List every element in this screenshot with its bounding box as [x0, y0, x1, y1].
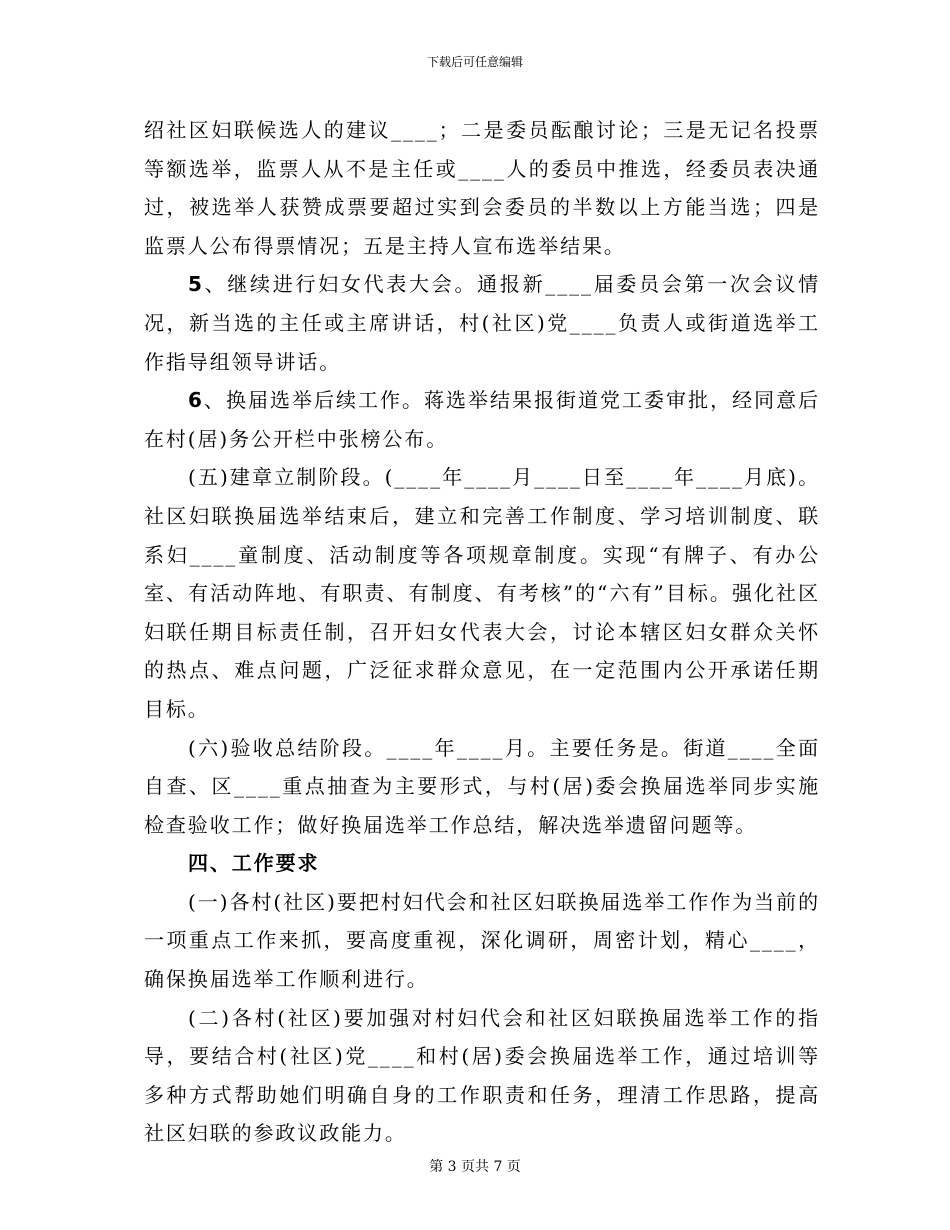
item-number: 6 — [188, 388, 204, 413]
paragraph-text: (二)各村(社区)要加强对村妇代会和社区妇联换届选举工作的指导，要结合村(社区)党____和村(居)委会换届选举工作，通过培训等多种方式帮助她们明确自身的工作职责和任务，理清工作思路，提高社区妇联的参政议政能力。 — [144, 1005, 820, 1146]
paragraph-stage-5 — [144, 458, 820, 728]
page-header: 下载后可任意编辑 — [426, 55, 523, 69]
paragraph-requirement-2 — [144, 999, 820, 1153]
page-footer: 第 3 页共 7 页 — [429, 1159, 521, 1175]
paragraph-text: 绍社区妇联候选人的建议____；二是委员酝酿讨论；三是无记名投票等额选举，监票人从不是主任或____人的委员中推选，经委员表决通过，被选举人获赞成票要超过实到会委员的半数以上方能当选；四是监票人公布得票情况；五是主持人宣布选举结果。 — [144, 118, 820, 258]
paragraph-text: (一)各村(社区)要把村妇代会和社区妇联换届选举工作作为当前的一项重点工作来抓，要高度重视，深化调研，周密计划，精心____，确保换届选举工作顺利进行。 — [144, 889, 820, 992]
paragraph-text: (六)验收总结阶段。____年____月。主要任务是。街道____全面自查、区____重点抽查为主要形式，与村(居)委会换届选举同步实施检查验收工作；做好换届选举工作总结，解决选举遗留问题等。 — [144, 735, 820, 837]
paragraph-continuation — [144, 111, 820, 265]
paragraph-stage-6 — [144, 729, 820, 845]
document-body — [144, 111, 820, 1153]
section-heading: 四、工作要求 — [188, 851, 320, 876]
paragraph-text: (五)建章立制阶段。(____年____月____日至____年____月底)。社区妇联换届选举结束后，建立和完善工作制度、学习培训制度、联系妇____童制度、活动制度等各项规章制度。实现“有牌子、有办公室、有活动阵地、有职责、有制度、有考核”的“六有”目标。强化社区妇联任期目标责任制，召开妇女代表大会，讨论本辖区妇女群众关怀的热点、难点问题，广泛征求群众意见，在一定范围内公开承诺任期目标。 — [144, 465, 820, 721]
paragraph-text: 、继续进行妇女代表大会。通报新____届委员会第一次会议情况，新当选的主任或主席讲话，村(社区)党____负责人或街道选举工作指导组领导讲话。 — [144, 272, 820, 374]
paragraph-text: 、换届选举后续工作。蒋选举结果报街道党工委审批，经同意后在村(居)务公开栏中张榜公布。 — [144, 388, 820, 451]
paragraph-item-6 — [144, 381, 820, 458]
item-number: 5 — [188, 272, 204, 297]
paragraph-item-5 — [144, 265, 820, 381]
paragraph-requirement-1 — [144, 883, 820, 999]
